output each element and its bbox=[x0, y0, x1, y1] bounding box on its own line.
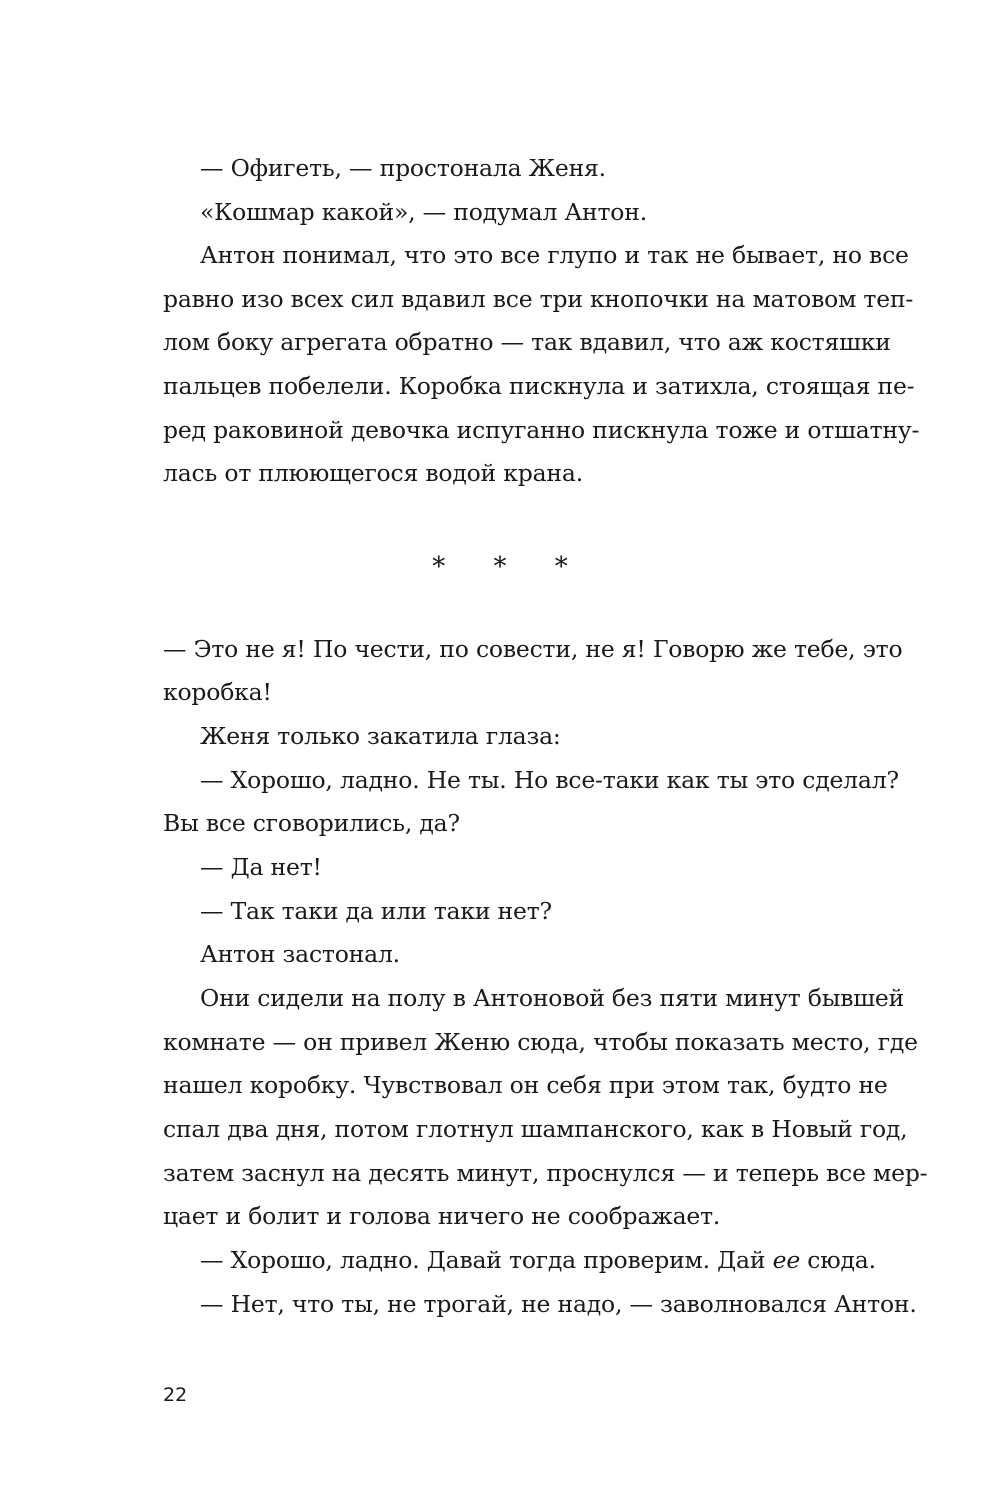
dialogue-line: — Офигеть, — простонала Женя. bbox=[200, 154, 606, 182]
paragraph-line: лась от плюющегося водой крана. bbox=[163, 459, 583, 487]
section-separator: * * * bbox=[432, 552, 588, 582]
text-segment: сюда. bbox=[800, 1246, 876, 1274]
text-line: Антон застонал. bbox=[200, 940, 400, 968]
paragraph-line: ред раковиной девочка испуганно пискнула тоже и отшатну- bbox=[163, 416, 920, 444]
text-segment: — Хорошо, ладно. Давай тогда проверим. Дай bbox=[200, 1246, 773, 1274]
paragraph-line: Антон понимал, что это все глупо и так не бывает, но все bbox=[200, 241, 909, 269]
page-number: 22 bbox=[163, 1384, 188, 1406]
text-line: Женя только закатила глаза: bbox=[200, 722, 561, 750]
paragraph-line: пальцев побелели. Коробка пискнула и затихла, стоящая пе- bbox=[163, 372, 915, 400]
dialogue-line: — Да нет! bbox=[200, 853, 322, 881]
paragraph-line: затем заснул на десять минут, проснулся — и теперь все мер- bbox=[163, 1159, 928, 1187]
dialogue-line: — Это не я! По чести, по совести, не я! Говорю же тебе, это bbox=[163, 635, 903, 663]
paragraph-line: комнате — он привел Женю сюда, чтобы показать место, где bbox=[163, 1028, 918, 1056]
dialogue-line: — Хорошо, ладно. Не ты. Но все-таки как ты это сделал? bbox=[200, 766, 899, 794]
paragraph-line: цает и болит и голова ничего не соображает. bbox=[163, 1202, 721, 1230]
dialogue-line: — Нет, что ты, не трогай, не надо, — заволновался Антон. bbox=[200, 1290, 917, 1318]
paragraph-line: Они сидели на полу в Антоновой без пяти минут бывшей bbox=[200, 984, 905, 1012]
dialogue-line bbox=[200, 1245, 876, 1275]
paragraph-line: спал два дня, потом глотнул шампанского, как в Новый год, bbox=[163, 1115, 908, 1143]
italic-word: ее bbox=[772, 1246, 801, 1274]
dialogue-line: Вы все сговорились, да? bbox=[163, 809, 460, 837]
dialogue-line: коробка! bbox=[163, 678, 272, 706]
paragraph-line: лом боку агрегата обратно — так вдавил, что аж костяшки bbox=[163, 328, 891, 356]
paragraph-line: нашел коробку. Чувствовал он себя при этом так, будто не bbox=[163, 1071, 888, 1099]
text-line: «Кошмар какой», — подумал Антон. bbox=[200, 198, 647, 226]
dialogue-line: — Так таки да или таки нет? bbox=[200, 897, 552, 925]
paragraph-line: равно изо всех сил вдавил все три кнопочки на матовом теп- bbox=[163, 285, 914, 313]
